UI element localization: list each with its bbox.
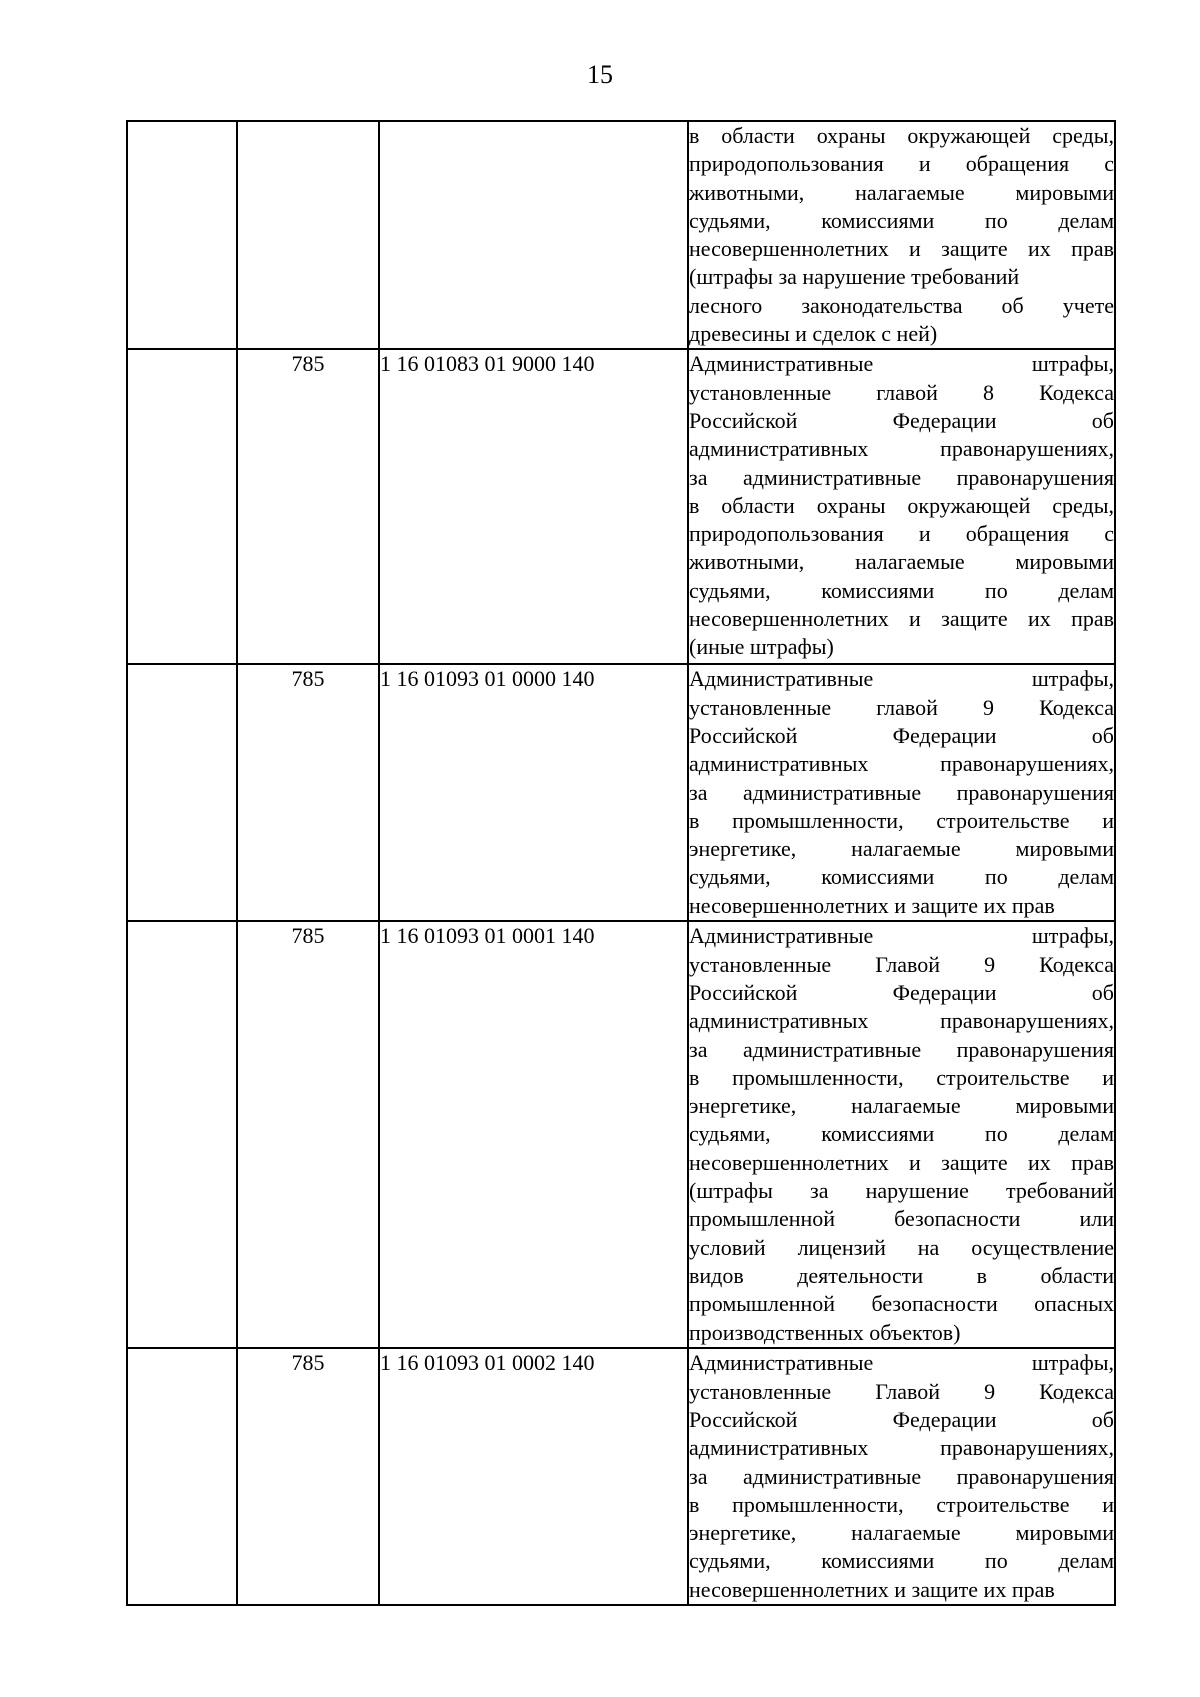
empty-cell	[127, 349, 237, 664]
description-line: несовершеннолетних и защите их прав	[689, 892, 1055, 918]
description-line: Российской Федерации об	[689, 979, 1114, 1005]
description-line: судьями, комиссиями по делам	[689, 864, 1114, 890]
empty-cell	[127, 921, 237, 1348]
description-line: судьями, комиссиями по делам	[689, 1548, 1114, 1574]
description-line: в промышленности, строительстве и	[689, 807, 1114, 833]
kbk-code-cell: 1 16 01093 01 0000 140	[379, 664, 688, 921]
description-cell	[688, 1348, 1115, 1605]
description-line: видов деятельности в области	[689, 1262, 1114, 1288]
description-line: в области охраны окружающей среды,	[689, 492, 1114, 518]
description-line: несовершеннолетних и защите их прав	[689, 1576, 1055, 1602]
description-line: (штрафы за нарушение требований	[689, 1178, 1114, 1204]
description-line: лесного законодательства об учете	[689, 292, 1114, 318]
description-line: за административные правонарушения	[689, 1463, 1114, 1489]
description-line: несовершеннолетних и защите их прав	[689, 606, 1114, 632]
description-line: за административные правонарушения	[689, 779, 1114, 805]
description-cell	[688, 349, 1115, 664]
description-line: установленные Главой 9 Кодекса	[689, 1378, 1114, 1404]
empty-cell	[127, 121, 237, 349]
kbk-code-cell	[379, 121, 688, 349]
admin-code-cell: 785	[237, 664, 379, 921]
description-cell	[688, 121, 1115, 349]
description-line: животными, налагаемые мировыми	[689, 179, 1114, 205]
description-line: судьями, комиссиями по делам	[689, 1121, 1114, 1147]
description-line: установленные главой 8 Кодекса	[689, 379, 1114, 405]
budget-classification-table	[126, 120, 1116, 1606]
description-line: энергетике, налагаемые мировыми	[689, 836, 1114, 862]
description-line: Административные штрафы,	[689, 923, 1114, 949]
description-line: природопользования и обращения с	[689, 151, 1114, 177]
description-line: природопользования и обращения с	[689, 521, 1114, 547]
description-line: (иные штрафы)	[689, 634, 834, 660]
description-line: Административные штрафы,	[689, 351, 1114, 377]
description-line: древесины и сделок с ней)	[689, 321, 938, 347]
description-line: животными, налагаемые мировыми	[689, 549, 1114, 575]
kbk-code-cell: 1 16 01093 01 0001 140	[379, 921, 688, 1348]
table-row	[127, 121, 1115, 349]
empty-cell	[127, 664, 237, 921]
description-line: административных правонарушениях,	[689, 436, 1114, 462]
description-line: Российской Федерации об	[689, 722, 1114, 748]
description-cell	[688, 921, 1115, 1348]
description-line: Российской Федерации об	[689, 1406, 1114, 1432]
table-row	[127, 1348, 1115, 1605]
description-line: за административные правонарушения	[689, 1036, 1114, 1062]
admin-code-cell: 785	[237, 1348, 379, 1605]
description-line: энергетике, налагаемые мировыми	[689, 1520, 1114, 1546]
description-line: административных правонарушениях,	[689, 1435, 1114, 1461]
description-line: энергетике, налагаемые мировыми	[689, 1093, 1114, 1119]
table-row	[127, 921, 1115, 1348]
description-line: (штрафы за нарушение требований	[689, 264, 1020, 290]
description-line: в промышленности, строительстве и	[689, 1491, 1114, 1517]
page-number: 15	[587, 60, 613, 89]
description-cell	[688, 664, 1115, 921]
table-row	[127, 349, 1115, 664]
admin-code-cell: 785	[237, 921, 379, 1348]
description-line: производственных объектов)	[689, 1319, 961, 1345]
description-line: судьями, комиссиями по делам	[689, 577, 1114, 603]
description-line: Российской Федерации об	[689, 407, 1114, 433]
admin-code-cell	[237, 121, 379, 349]
description-line: Административные штрафы,	[689, 1350, 1114, 1376]
kbk-code-cell: 1 16 01083 01 9000 140	[379, 349, 688, 664]
description-line: несовершеннолетних и защите их прав	[689, 1149, 1114, 1175]
description-line: установленные Главой 9 Кодекса	[689, 951, 1114, 977]
table-row	[127, 664, 1115, 921]
description-line: за административные правонарушения	[689, 464, 1114, 490]
description-line: в промышленности, строительстве и	[689, 1064, 1114, 1090]
description-line: судьями, комиссиями по делам	[689, 207, 1114, 233]
description-line: установленные главой 9 Кодекса	[689, 694, 1114, 720]
description-line: несовершеннолетних и защите их прав	[689, 236, 1114, 262]
description-line: административных правонарушениях,	[689, 751, 1114, 777]
description-line: Административные штрафы,	[689, 666, 1114, 692]
description-line: промышленной безопасности или	[689, 1206, 1114, 1232]
description-line: в области охраны окружающей среды,	[689, 123, 1114, 148]
kbk-code-cell: 1 16 01093 01 0002 140	[379, 1348, 688, 1605]
empty-cell	[127, 1348, 237, 1605]
description-line: административных правонарушениях,	[689, 1008, 1114, 1034]
admin-code-cell: 785	[237, 349, 379, 664]
description-line: условий лицензий на осуществление	[689, 1234, 1114, 1260]
description-line: промышленной безопасности опасных	[689, 1291, 1114, 1317]
